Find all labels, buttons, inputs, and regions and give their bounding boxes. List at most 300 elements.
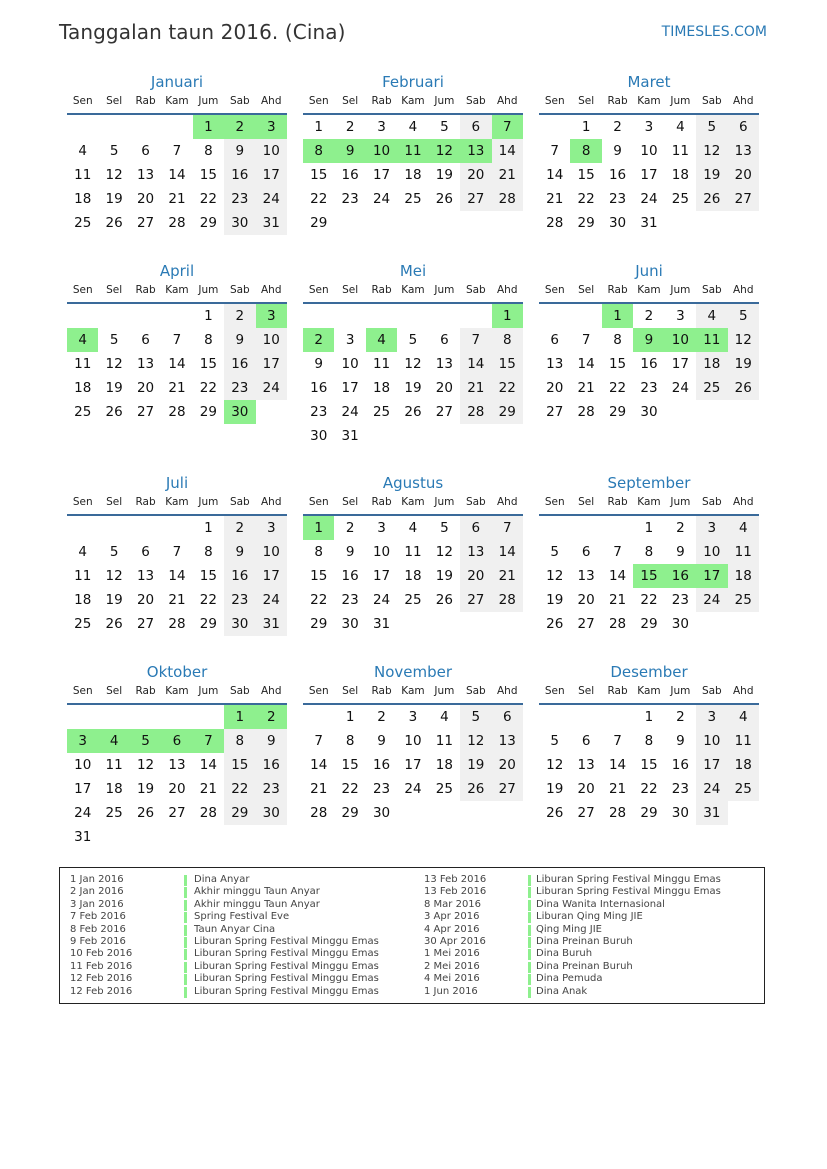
empty-day-cell — [67, 115, 98, 139]
weekday-label: Sel — [342, 95, 359, 107]
legend-holiday-name: Dina Wanita Internasional — [536, 898, 665, 910]
day-cell: 12 — [105, 167, 123, 183]
day-cell: 21 — [168, 592, 186, 608]
weekday-label: Sab — [229, 496, 250, 508]
day-grid — [67, 304, 287, 424]
legend-holiday-name: Dina Pemuda — [536, 973, 603, 985]
day-cell: 10 — [256, 139, 287, 163]
day-cell: 19 — [435, 167, 453, 183]
day-cell: 30 — [341, 616, 359, 632]
holiday-marker — [184, 974, 187, 985]
day-cell: 6 — [460, 516, 491, 540]
day-cell: 10 — [256, 540, 287, 564]
empty-day-cell — [67, 304, 98, 328]
day-cell: 25 — [404, 191, 422, 207]
day-cell: 27 — [136, 404, 155, 420]
weekday-label: Sel — [106, 685, 123, 697]
day-cell: 14 — [546, 167, 564, 183]
month-name: Oktober — [146, 663, 208, 681]
day-cell: 15 — [199, 568, 217, 584]
day-cell: 21 — [608, 781, 627, 797]
legend-date: 3 Jan 2016 — [70, 898, 124, 910]
day-cell: 29 — [640, 616, 658, 632]
legend-holiday-name: Akhir minggu Taun Anyar — [194, 898, 320, 910]
day-cell: 20 — [136, 592, 155, 608]
day-cell: 12 — [404, 356, 422, 372]
day-cell: 3 — [696, 516, 727, 540]
month-name: Agustus — [382, 474, 444, 492]
empty-day-cell — [539, 705, 570, 729]
month-mei — [303, 261, 523, 448]
day-cell: 13 — [136, 568, 155, 584]
empty-day-cell — [429, 211, 460, 235]
day-cell: 15 — [341, 757, 359, 773]
day-cell: 10 — [341, 356, 359, 372]
empty-day-cell — [397, 612, 428, 636]
legend-date: 1 Mei 2016 — [424, 948, 480, 960]
day-cell: 3 — [408, 709, 418, 725]
day-cell: 30 — [372, 805, 391, 821]
weekday-header — [303, 93, 523, 115]
day-cell: 2 — [224, 115, 255, 139]
weekday-header — [303, 282, 523, 304]
day-cell: 22 — [199, 592, 217, 608]
day-cell: 24 — [671, 380, 689, 396]
weekday-label: Jum — [198, 685, 219, 697]
day-cell: 12 — [105, 356, 123, 372]
empty-day-cell — [397, 801, 428, 825]
weekday-header — [539, 93, 759, 115]
day-cell: 4 — [676, 119, 685, 135]
day-cell: 17 — [256, 163, 287, 187]
empty-day-cell — [696, 211, 727, 235]
weekday-label: Sab — [465, 496, 486, 508]
day-cell: 13 — [492, 729, 523, 753]
day-cell: 21 — [168, 380, 186, 396]
day-cell: 13 — [460, 540, 491, 564]
day-cell: 5 — [550, 733, 559, 749]
day-cell: 28 — [546, 215, 564, 231]
empty-day-cell — [492, 612, 523, 636]
day-cell: 7 — [492, 115, 523, 139]
month-maret — [539, 72, 759, 235]
day-cell: 21 — [199, 781, 217, 797]
day-cell: 1 — [204, 520, 213, 536]
day-cell: 23 — [671, 781, 689, 797]
empty-day-cell — [665, 211, 696, 235]
day-cell: 2 — [676, 709, 685, 725]
day-grid — [67, 516, 287, 636]
day-cell: 15 — [608, 356, 627, 372]
empty-day-cell — [303, 304, 334, 328]
empty-day-cell — [161, 705, 192, 729]
day-cell: 10 — [404, 733, 422, 749]
day-cell: 6 — [161, 729, 192, 753]
day-cell: 4 — [78, 143, 87, 159]
month-name: April — [159, 262, 195, 280]
day-cell: 1 — [204, 308, 213, 324]
day-cell: 23 — [341, 592, 359, 608]
day-cell: 19 — [728, 352, 759, 376]
empty-day-cell — [429, 612, 460, 636]
month-agustus — [303, 473, 523, 636]
day-cell: 11 — [435, 733, 453, 749]
weekday-header — [539, 282, 759, 304]
legend-date: 3 Apr 2016 — [424, 911, 480, 923]
day-cell: 20 — [546, 380, 564, 396]
day-cell: 31 — [256, 612, 287, 636]
holiday-marker — [528, 925, 531, 936]
holiday-marker — [528, 937, 531, 948]
legend-holiday-name: Liburan Qing Ming JIE — [536, 911, 643, 923]
weekday-label: Rab — [607, 685, 628, 697]
empty-day-cell — [98, 304, 129, 328]
legend-date: 30 Apr 2016 — [424, 935, 486, 947]
day-cell: 20 — [728, 163, 759, 187]
day-cell: 20 — [136, 191, 155, 207]
day-cell: 26 — [696, 187, 727, 211]
weekday-label: Jum — [198, 284, 219, 296]
weekday-label: Jum — [198, 496, 219, 508]
empty-day-cell — [98, 705, 129, 729]
day-cell: 14 — [168, 356, 186, 372]
day-cell: 19 — [136, 781, 155, 797]
day-cell: 6 — [550, 332, 559, 348]
day-cell: 7 — [550, 143, 559, 159]
holiday-marker — [184, 962, 187, 973]
month-september — [539, 473, 759, 636]
day-cell: 15 — [310, 167, 328, 183]
day-cell: 16 — [341, 568, 359, 584]
day-cell: 26 — [105, 404, 123, 420]
day-cell: 9 — [224, 139, 255, 163]
day-cell: 14 — [168, 167, 186, 183]
day-cell: 7 — [314, 733, 323, 749]
empty-day-cell — [161, 115, 192, 139]
empty-day-cell — [334, 304, 365, 328]
legend-date: 13 Feb 2016 — [424, 874, 487, 885]
day-cell: 8 — [570, 139, 601, 163]
day-cell: 9 — [633, 328, 664, 352]
weekday-label: Ahd — [496, 95, 518, 107]
month-name: Desember — [610, 663, 688, 681]
day-cell: 28 — [577, 404, 595, 420]
day-cell: 1 — [314, 119, 323, 135]
day-cell: 4 — [78, 544, 87, 560]
day-cell: 23 — [256, 777, 287, 801]
day-cell: 15 — [199, 356, 217, 372]
weekday-label: Ahd — [260, 496, 282, 508]
day-cell: 29 — [341, 805, 359, 821]
day-grid — [303, 115, 523, 235]
legend-holiday-name: Qing Ming JIE — [536, 923, 603, 935]
day-cell: 18 — [404, 167, 422, 183]
day-cell: 5 — [109, 332, 119, 348]
empty-day-cell — [256, 825, 287, 849]
month-oktober — [67, 662, 287, 849]
day-cell: 17 — [74, 781, 92, 797]
day-cell: 17 — [372, 568, 391, 584]
weekday-label: Rab — [135, 284, 156, 296]
day-cell: 16 — [372, 757, 391, 773]
day-cell: 7 — [613, 733, 622, 749]
day-cell: 14 — [608, 757, 627, 773]
weekday-label: Ahd — [496, 496, 518, 508]
weekday-header — [303, 683, 523, 705]
day-cell: 30 — [310, 428, 328, 444]
day-cell: 16 — [224, 163, 255, 187]
day-cell: 25 — [105, 805, 123, 821]
weekday-label: Sel — [106, 284, 123, 296]
day-cell: 15 — [199, 167, 217, 183]
day-cell: 5 — [460, 705, 491, 729]
legend-date: 4 Apr 2016 — [424, 923, 480, 935]
day-cell: 20 — [492, 753, 523, 777]
empty-day-cell — [67, 705, 98, 729]
empty-day-cell — [570, 705, 601, 729]
day-cell: 7 — [460, 328, 491, 352]
empty-day-cell — [130, 516, 161, 540]
empty-day-cell — [539, 115, 570, 139]
legend-date: 1 Jun 2016 — [424, 985, 478, 997]
day-cell: 30 — [224, 612, 255, 636]
day-cell: 9 — [224, 540, 255, 564]
day-cell: 17 — [696, 564, 727, 588]
weekday-label: Sen — [308, 496, 329, 508]
day-cell: 3 — [256, 304, 287, 328]
legend-holiday-name: Liburan Spring Festival Minggu Emas — [536, 874, 721, 885]
month-name: Juni — [635, 262, 663, 280]
day-cell: 27 — [546, 404, 564, 420]
weekday-label: Rab — [371, 95, 392, 107]
day-cell: 8 — [644, 733, 654, 749]
day-cell: 9 — [676, 733, 685, 749]
day-cell: 18 — [671, 167, 689, 183]
day-cell: 13 — [460, 139, 491, 163]
day-cell: 20 — [577, 781, 595, 797]
empty-day-cell — [696, 612, 727, 636]
day-cell: 4 — [728, 705, 759, 729]
empty-day-cell — [98, 115, 129, 139]
day-cell: 30 — [256, 801, 287, 825]
empty-day-cell — [366, 211, 397, 235]
day-cell: 1 — [345, 709, 355, 725]
empty-day-cell — [130, 825, 161, 849]
weekday-label: Ahd — [732, 496, 754, 508]
weekday-label: Sen — [544, 685, 565, 697]
day-cell: 23 — [310, 404, 328, 420]
day-cell: 8 — [644, 544, 654, 560]
day-cell: 17 — [372, 167, 391, 183]
day-cell: 16 — [341, 167, 359, 183]
day-cell: 15 — [310, 568, 328, 584]
day-cell: 1 — [303, 516, 334, 540]
empty-day-cell — [492, 424, 523, 448]
day-cell: 5 — [109, 544, 119, 560]
weekday-label: Sab — [701, 496, 722, 508]
day-cell: 18 — [435, 757, 453, 773]
weekday-label: Jum — [434, 685, 455, 697]
holiday-marker — [528, 875, 531, 886]
legend-holiday-name: Liburan Spring Festival Minggu Emas — [536, 886, 721, 898]
page-title: Tanggalan taun 2016. (Cina) — [59, 20, 346, 44]
day-cell: 14 — [168, 568, 186, 584]
day-cell: 24 — [404, 781, 422, 797]
day-cell: 23 — [608, 191, 627, 207]
day-cell: 27 — [577, 805, 595, 821]
day-cell: 5 — [130, 729, 161, 753]
weekday-label: Sab — [229, 95, 250, 107]
day-cell: 19 — [546, 592, 564, 608]
day-cell: 16 — [224, 564, 255, 588]
day-cell: 11 — [397, 139, 428, 163]
day-cell: 3 — [676, 308, 685, 324]
day-cell: 11 — [696, 328, 727, 352]
day-cell: 20 — [136, 380, 155, 396]
weekday-label: Jum — [670, 496, 691, 508]
holiday-marker — [184, 937, 187, 948]
day-cell: 4 — [408, 520, 418, 536]
day-cell: 30 — [224, 211, 255, 235]
legend-date: 7 Feb 2016 — [70, 911, 126, 923]
legend-holiday-name: Dina Preinan Buruh — [536, 935, 633, 947]
legend-holiday-name: Taun Anyar Cina — [194, 923, 276, 935]
day-cell: 27 — [460, 187, 491, 211]
day-cell: 23 — [224, 187, 255, 211]
empty-day-cell — [429, 304, 460, 328]
day-cell: 27 — [728, 187, 759, 211]
empty-day-cell — [665, 400, 696, 424]
day-cell: 7 — [581, 332, 591, 348]
day-cell: 14 — [492, 540, 523, 564]
day-cell: 16 — [671, 757, 689, 773]
day-cell: 19 — [546, 781, 564, 797]
weekday-label: Jum — [198, 95, 219, 107]
day-cell: 20 — [168, 781, 186, 797]
day-cell: 24 — [74, 805, 92, 821]
day-cell: 20 — [435, 380, 453, 396]
day-cell: 28 — [608, 805, 627, 821]
day-cell: 26 — [404, 404, 422, 420]
day-cell: 11 — [671, 143, 689, 159]
day-cell: 29 — [640, 805, 658, 821]
holiday-marker — [528, 962, 531, 973]
day-cell: 3 — [256, 516, 287, 540]
day-grid — [539, 516, 759, 636]
day-cell: 7 — [172, 544, 182, 560]
day-grid — [303, 304, 523, 448]
weekday-label: Sen — [72, 685, 93, 697]
empty-day-cell — [67, 516, 98, 540]
legend-holiday-name: Spring Festival Eve — [194, 911, 290, 923]
day-cell: 29 — [608, 404, 627, 420]
day-cell: 27 — [136, 616, 155, 632]
day-cell: 22 — [310, 592, 328, 608]
weekday-header — [67, 282, 287, 304]
day-cell: 29 — [199, 215, 217, 231]
weekday-label: Rab — [607, 284, 628, 296]
day-cell: 9 — [377, 733, 386, 749]
empty-day-cell — [570, 304, 601, 328]
empty-day-cell — [397, 304, 428, 328]
site-link[interactable]: TIMESLES.COM — [661, 24, 767, 40]
day-cell: 25 — [728, 777, 759, 801]
day-cell: 23 — [640, 380, 658, 396]
day-cell: 24 — [372, 592, 391, 608]
day-cell: 25 — [74, 215, 92, 231]
day-cell: 27 — [168, 805, 186, 821]
day-cell: 18 — [404, 568, 422, 584]
day-cell: 24 — [256, 376, 287, 400]
day-cell: 2 — [224, 304, 255, 328]
weekday-label: Sen — [72, 95, 93, 107]
day-cell: 5 — [440, 119, 449, 135]
legend-holiday-name: Liburan Spring Festival Minggu Emas — [194, 973, 379, 985]
day-cell: 18 — [74, 191, 92, 207]
day-cell: 21 — [608, 592, 627, 608]
day-cell: 13 — [136, 167, 155, 183]
day-cell: 5 — [109, 143, 119, 159]
day-cell: 21 — [310, 781, 328, 797]
empty-day-cell — [460, 211, 491, 235]
day-cell: 7 — [172, 143, 182, 159]
day-cell: 1 — [581, 119, 591, 135]
weekday-label: Ahd — [732, 685, 754, 697]
day-cell: 1 — [602, 304, 633, 328]
month-name: November — [373, 663, 453, 681]
weekday-label: Sab — [229, 685, 250, 697]
weekday-label: Rab — [607, 95, 628, 107]
day-cell: 20 — [577, 592, 595, 608]
weekday-header — [539, 494, 759, 516]
empty-day-cell — [570, 516, 601, 540]
day-cell: 4 — [440, 709, 449, 725]
day-cell: 26 — [136, 805, 155, 821]
day-cell: 2 — [345, 119, 355, 135]
day-cell: 10 — [366, 139, 397, 163]
day-cell: 24 — [696, 777, 727, 801]
day-grid — [539, 705, 759, 825]
day-cell: 22 — [341, 781, 359, 797]
day-cell: 17 — [341, 380, 359, 396]
day-cell: 15 — [640, 757, 658, 773]
day-cell: 21 — [460, 376, 491, 400]
day-cell: 26 — [435, 592, 453, 608]
day-cell: 28 — [310, 805, 328, 821]
day-cell: 4 — [98, 729, 129, 753]
empty-day-cell — [460, 801, 491, 825]
holiday-marker — [528, 987, 531, 998]
weekday-header — [67, 683, 287, 705]
day-cell: 1 — [492, 304, 523, 328]
empty-day-cell — [224, 825, 255, 849]
weekday-label: Sab — [465, 685, 486, 697]
day-cell: 15 — [633, 564, 664, 588]
day-cell: 10 — [256, 328, 287, 352]
holiday-marker — [184, 875, 187, 886]
day-cell: 18 — [696, 352, 727, 376]
day-cell: 6 — [141, 544, 150, 560]
day-cell: 24 — [640, 191, 658, 207]
weekday-label: Sab — [701, 284, 722, 296]
day-cell: 28 — [199, 805, 217, 821]
day-cell: 8 — [204, 332, 213, 348]
day-cell: 2 — [377, 709, 386, 725]
weekday-label: Jum — [434, 496, 455, 508]
day-grid — [303, 705, 523, 825]
day-cell: 8 — [224, 729, 255, 753]
day-cell: 12 — [105, 568, 123, 584]
